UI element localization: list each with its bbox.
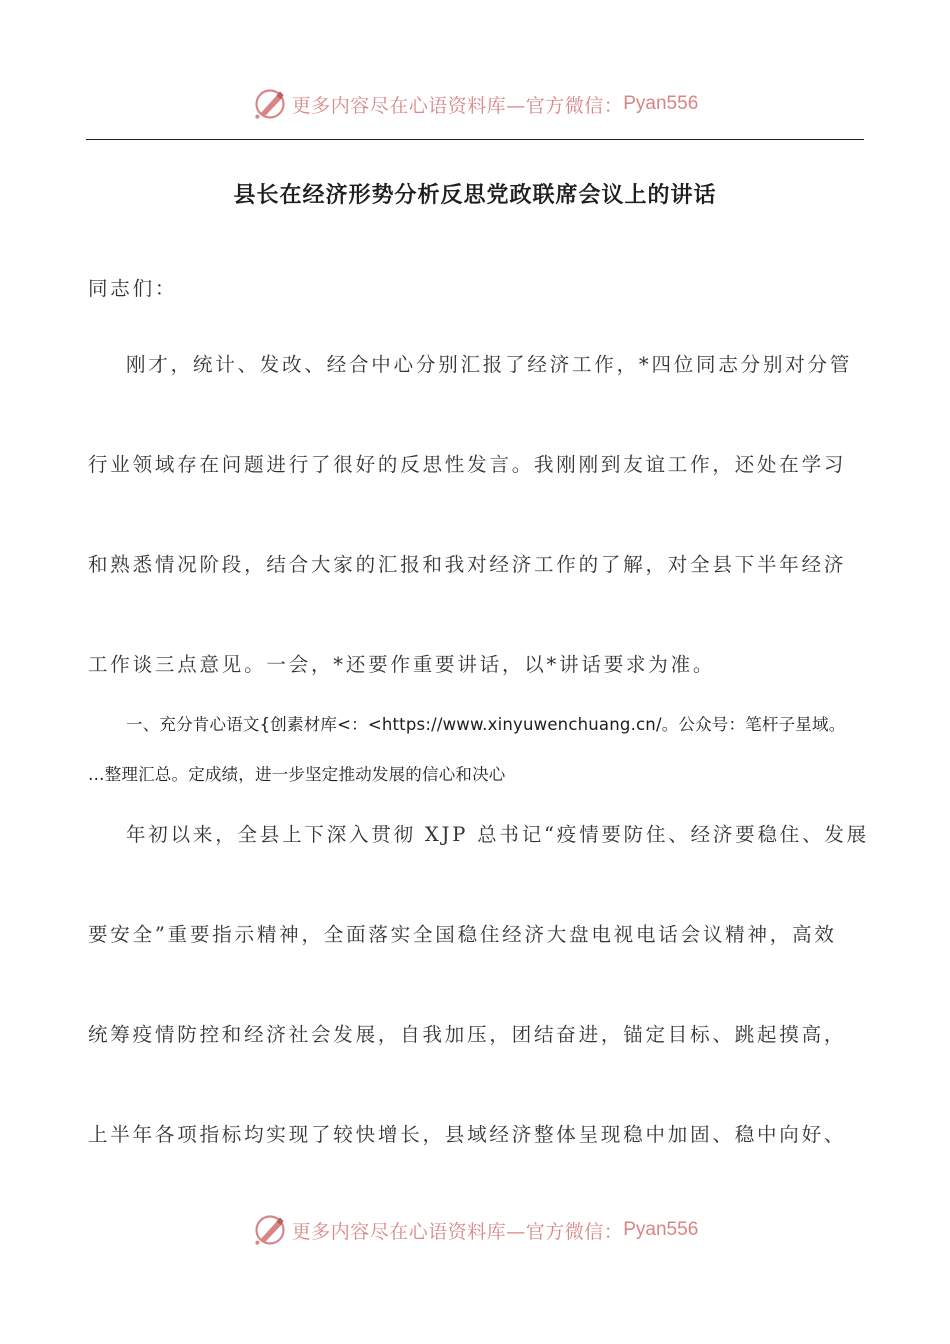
paragraph-line: 和熟悉情况阶段，结合大家的汇报和我对经济工作的了解，对全县下半年经济 [88,553,847,576]
paragraph-line: 统筹疫情防控和经济社会发展，自我加压，团结奋进，锚定目标、跳起摸高， [88,1023,847,1046]
paragraph-line: 行业领域存在问题进行了很好的反思性发言。我刚刚到友谊工作，还处在学习 [88,453,847,476]
paragraph-line: 刚才，统计、发改、经合中心分别汇报了经济工作，*四位同志分别对分管 [126,353,853,376]
paragraph-line: 工作谈三点意见。一会，*还要作重要讲话，以*讲话要求为准。 [88,653,716,676]
paragraph-line: 要安全”重要指示精神，全面落实全国稳住经济大盘电视电话会议精神，高效 [88,923,837,946]
document-title: 县长在经济形势分析反思党政联席会议上的讲话 [233,183,717,208]
paragraph-line: 上半年各项指标均实现了较快增长，县域经济整体呈现稳中加固、稳中向好、 [88,1123,847,1146]
footer-banner [0,1208,950,1252]
salutation: 同志们： [88,277,178,300]
header-divider [86,139,864,140]
section-heading-line-2: …整理汇总。定成绩，进一步坚定推动发展的信心和决心 [88,765,506,784]
pen-nib-logo-icon [252,86,288,122]
paragraph-line: 年初以来，全县上下深入贯彻 XJP 总书记“疫情要防住、经济要稳住、发展 [126,823,869,846]
header-banner [0,82,950,126]
banner-wechat-id: Pyan556 [623,1219,699,1240]
section-heading-line-1: 一、充分肯心语文{创素材库<：<https://www.xinyuwenchuang.cn/。公众号：笔杆子星域。 [126,715,846,734]
banner-text: 更多内容尽在心语资料库—官方微信： [291,94,624,117]
banner-wechat-id: Pyan556 [623,93,699,114]
banner-text: 更多内容尽在心语资料库—官方微信： [291,1220,624,1243]
pen-nib-logo-icon [252,1212,288,1248]
